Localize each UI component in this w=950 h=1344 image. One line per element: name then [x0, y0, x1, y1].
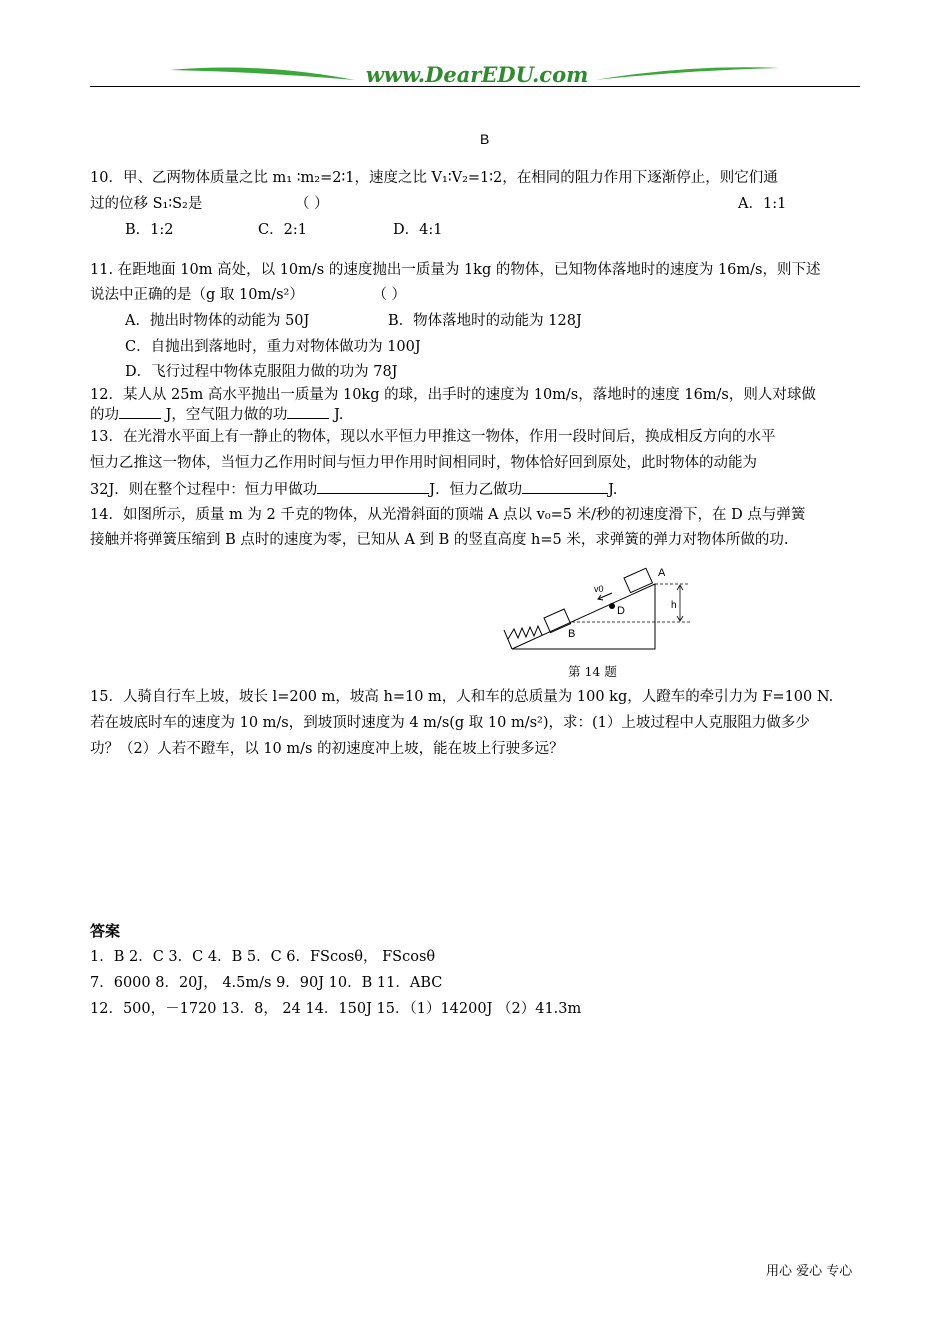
section-mark: B — [480, 131, 490, 147]
label-d: D — [617, 605, 625, 617]
q12-line-2 — [90, 404, 343, 425]
q10-paren: （ ） — [294, 196, 329, 212]
label-a: A — [658, 567, 666, 579]
q12-blank-2 — [287, 404, 329, 419]
q14-line-2: 接触并将弹簧压缩到 B 点时的速度为零，已知从 A 到 B 的竖直高度 h=5 米，求弹簧的弹力对物体所做的功. — [90, 532, 789, 548]
label-v0: v0 — [594, 584, 604, 594]
footer-slogan: 用心 爱心 专心 — [766, 1264, 853, 1279]
q12-text-a: 的功 — [90, 407, 119, 423]
q13-blank-2 — [522, 479, 608, 494]
q15-line-2: 若在坡底时车的速度为 10 m/s，到坡顶时速度为 4 m/s(g 取 10 m/s²)，求：(1）上坡过程中人克服阻力做多少 — [90, 715, 810, 731]
q11-paren: （ ） — [372, 287, 407, 303]
answers-title: 答案 — [90, 922, 121, 940]
q13-line-2: 恒力乙推这一物体，当恒力乙作用时间与恒力甲作用时间相同时，物体恰好回到原处，此时物体的动能为 — [90, 455, 757, 471]
incline-diagram — [500, 562, 720, 657]
q15-line-1: 15．人骑自行车上坡，坡长 l=200 m，坡高 h=10 m，人和车的总质量为 100 kg，人蹬车的牵引力为 F=100 N. — [90, 689, 834, 705]
q13-text-c: J. — [608, 482, 618, 498]
q10-option-a: A．1:1 — [738, 196, 787, 212]
q14-figure — [500, 562, 720, 657]
header-rule — [90, 86, 860, 87]
q13-blank-1 — [317, 479, 429, 494]
answers-line-2: 7．6000 8．20J， 4.5m/s 9．90J 10．B 11．ABC — [90, 975, 443, 991]
q10-line-1: 10．甲、乙两物体质量之比 m₁ ∶m₂=2∶1，速度之比 V₁∶V₂=1∶2，在相同的阻力作用下逐渐停止，则它们通 — [90, 170, 778, 186]
q11-text: 说法中正确的是（g 取 10m/s²） — [90, 287, 304, 303]
q11-line-1: 11. 在距地面 10m 高处，以 10m/s 的速度抛出一质量为 1kg 的物体，已知物体落地时的速度为 16m/s，则下述 — [90, 262, 821, 278]
q11-line-2 — [90, 285, 406, 305]
q11-option-d: D．飞行过程中物体克服阻力做的功为 78J — [125, 364, 398, 380]
q13-line-1: 13．在光滑水平面上有一静止的物体，现以水平恒力甲推这一物体，作用一段时间后，换成相反方向的水平 — [90, 429, 776, 445]
q10-option-b: B．1:2 — [125, 222, 174, 238]
q13-line-3 — [90, 479, 617, 500]
q11-option-a: A．抛出时物体的动能为 50J — [125, 313, 310, 329]
answers-line-1: 1．B 2．C 3．C 4．B 5．C 6．FScosθ， FScosθ — [90, 949, 436, 965]
q10-option-c: C．2:1 — [258, 222, 307, 238]
q11-option-b: B．物体落地时的动能为 128J — [388, 313, 582, 329]
answers-line-3: 12．500，－1720 13．8， 24 14．150J 15．（1）14200J （2）41.3m — [90, 1001, 582, 1017]
q12-line-1: 12．某人从 25m 高水平抛出一质量为 10kg 的球，出手时的速度为 10m/s，落地时的速度 16m/s，则人对球做 — [90, 387, 816, 403]
q10-option-d: D．4:1 — [393, 222, 443, 238]
q10-text: 过的位移 S₁∶S₂是 — [90, 196, 203, 212]
figure-caption: 第 14 题 — [568, 664, 617, 679]
label-b: B — [568, 628, 576, 640]
q12-text-c: J. — [334, 407, 344, 423]
q12-text-b: J，空气阻力做的功 — [165, 407, 288, 423]
logo-text: www.DearEDU.com — [365, 62, 589, 87]
q12-blank-1 — [119, 404, 161, 419]
q14-line-1: 14．如图所示，质量 m 为 2 千克的物体，从光滑斜面的顶端 A 点以 v₀=5 米/秒的初速度滑下，在 D 点与弹簧 — [90, 507, 806, 523]
label-h: h — [671, 600, 677, 611]
q13-text-b: J．恒力乙做功 — [429, 482, 523, 498]
q13-text-a: 32J．则在整个过程中：恒力甲做功 — [90, 482, 318, 498]
q11-option-c: C．自抛出到落地时，重力对物体做功为 100J — [125, 339, 421, 355]
q10-line-2 — [90, 194, 329, 214]
q15-line-3: 功？（2）人若不蹬车，以 10 m/s 的初速度冲上坡，能在坡上行驶多远？ — [90, 741, 564, 757]
